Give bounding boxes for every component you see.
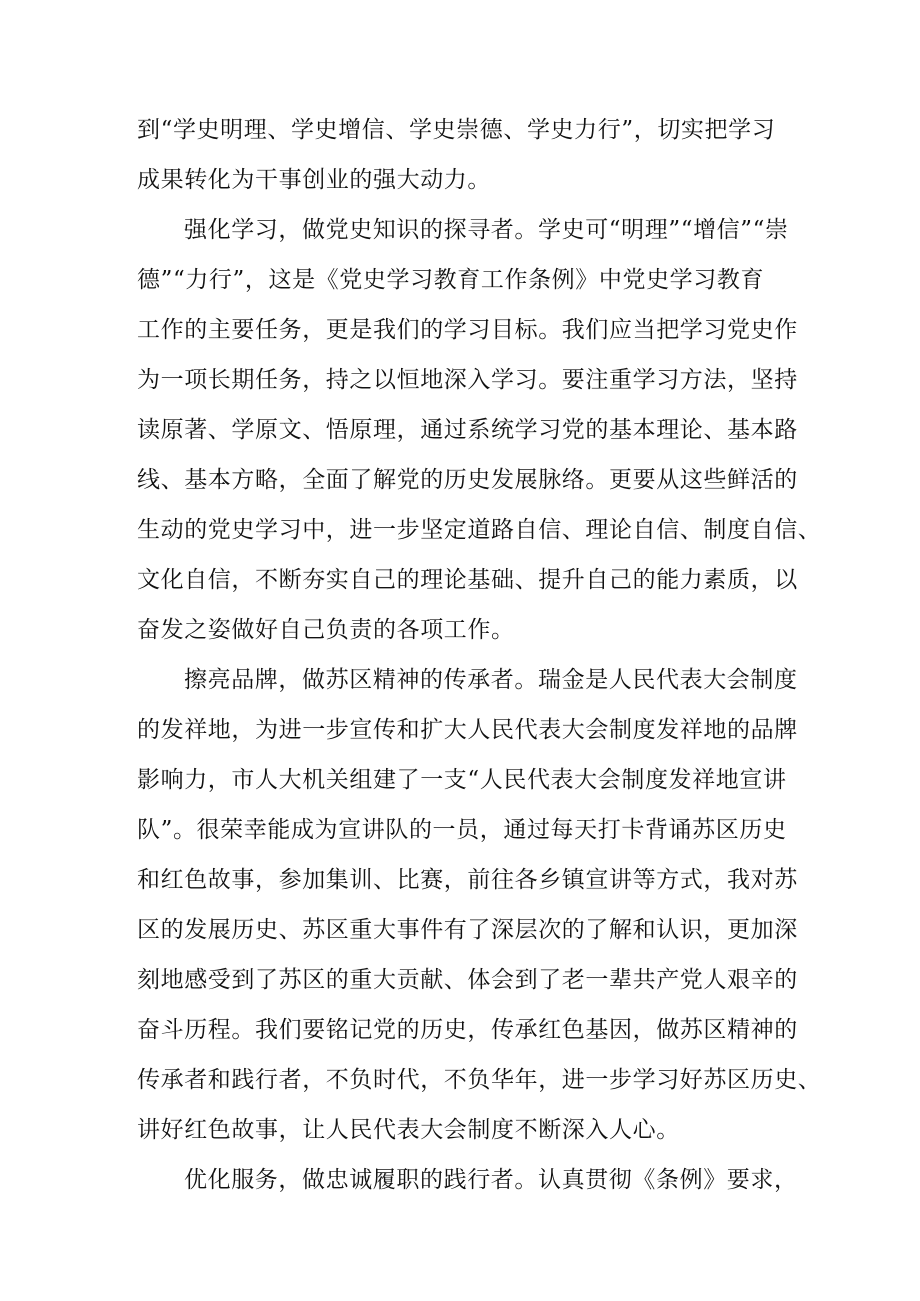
text-line: 传承者和践行者，不负时代，不负华年，进一步学习好苏区历史、 xyxy=(137,1067,822,1093)
paragraph-first-line: 擦亮品牌，做苏区精神的传承者。瑞金是人民代表大会制度 xyxy=(184,667,798,693)
paragraph-first-line: 优化服务，做忠诚履职的践行者。认真贯彻《条例》要求， xyxy=(184,1167,798,1193)
text-line: 影响力，市人大机关组建了一支“人民代表大会制度发祥地宣讲 xyxy=(137,767,787,793)
text-line: 和红色故事，参加集训、比赛，前往各乡镇宣讲等方式，我对苏 xyxy=(137,867,798,893)
text-line: 区的发展历史、苏区重大事件有了深层次的了解和认识，更加深 xyxy=(137,917,798,943)
text-line: 的发祥地，为进一步宣传和扩大人民代表大会制度发祥地的品牌 xyxy=(137,717,798,743)
text-line: 刻地感受到了苏区的重大贡献、体会到了老一辈共产党人艰辛的 xyxy=(137,967,798,993)
paragraph-first-line: 强化学习，做党史知识的探寻者。学史可“明理”“增信”“崇 xyxy=(184,217,789,243)
text-line: 读原著、学原文、悟原理，通过系统学习党的基本理论、基本路 xyxy=(137,417,798,443)
text-line: 德”“力行”，这是《党史学习教育工作条例》中党史学习教育 xyxy=(137,267,765,293)
text-line: 到“学史明理、学史增信、学史崇德、学史力行”，切实把学习 xyxy=(137,117,776,143)
text-line: 成果转化为干事创业的强大动力。 xyxy=(137,167,491,193)
text-line: 工作的主要任务，更是我们的学习目标。我们应当把学习党史作 xyxy=(137,317,798,343)
text-line: 为一项长期任务，持之以恒地深入学习。要注重学习方法，坚持 xyxy=(137,367,798,393)
text-line: 奋斗历程。我们要铭记党的历史，传承红色基因，做苏区精神的 xyxy=(137,1017,798,1043)
text-line: 生动的党史学习中，进一步坚定道路自信、理论自信、制度自信、 xyxy=(137,517,822,543)
text-line: 奋发之姿做好自己负责的各项工作。 xyxy=(137,617,515,643)
text-line: 文化自信，不断夯实自己的理论基础、提升自己的能力素质，以 xyxy=(137,567,798,593)
text-line: 讲好红色故事，让人民代表大会制度不断深入人心。 xyxy=(137,1117,680,1143)
text-line: 队”。很荣幸能成为宣讲队的一员，通过每天打卡背诵苏区历史 xyxy=(137,817,787,843)
text-line: 线、基本方略，全面了解党的历史发展脉络。更要从这些鲜活的 xyxy=(137,467,798,493)
